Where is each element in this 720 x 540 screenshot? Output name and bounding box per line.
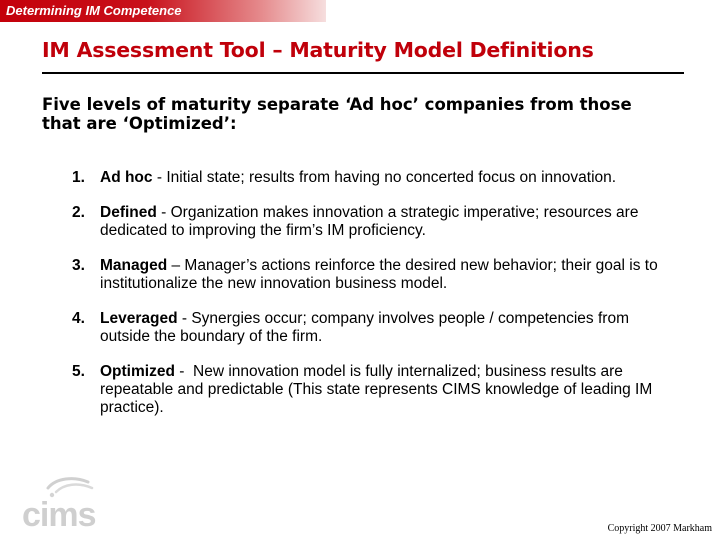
logo-text: cims	[22, 496, 96, 532]
level-name: Ad hoc	[100, 169, 153, 186]
level-item	[72, 310, 672, 346]
cims-logo-icon	[18, 474, 110, 532]
level-item	[72, 204, 672, 240]
level-separator: -	[177, 310, 192, 327]
level-number: 5.	[72, 363, 85, 380]
copyright-text: Copyright 2007 Markham	[607, 523, 712, 534]
level-item	[72, 169, 672, 187]
level-number: 4.	[72, 310, 85, 327]
level-separator: -	[156, 204, 171, 221]
level-description: Synergies occur; company involves people / competencies from outside the boundary of the firm.	[100, 310, 629, 345]
level-number: 2.	[72, 204, 85, 221]
level-description: Initial state; results from having no concerted focus on innovation.	[166, 169, 617, 186]
level-number: 1.	[72, 169, 85, 186]
level-name: Leveraged	[100, 310, 178, 327]
level-separator: –	[167, 257, 185, 274]
level-item	[72, 363, 672, 417]
level-description: Manager’s actions reinforce the desired new behavior; their goal is to institutionalize the new innovation business model.	[100, 257, 658, 292]
intro-text: Five levels of maturity separate ‘Ad hoc’ companies from those that are ‘Optimized’:	[42, 95, 632, 133]
header-tab	[0, 0, 326, 22]
level-separator: -	[174, 363, 194, 380]
title-divider	[42, 72, 684, 74]
level-name: Defined	[100, 204, 157, 221]
level-description: New innovation model is fully internalized; business results are repeatable and predictable (This state represents CIMS knowledge of leading IM practice).	[100, 363, 653, 416]
level-item	[72, 257, 672, 293]
level-name: Optimized	[100, 363, 175, 380]
maturity-levels-list	[72, 169, 672, 417]
page-title: IM Assessment Tool – Maturity Model Definitions	[42, 38, 594, 62]
level-separator: -	[152, 169, 167, 186]
header-tab-label: Determining IM Competence	[6, 3, 182, 18]
level-number: 3.	[72, 257, 85, 274]
level-description: Organization makes innovation a strategic imperative; resources are dedicated to improving the firm’s IM proficiency.	[100, 204, 639, 239]
level-name: Managed	[100, 257, 168, 274]
